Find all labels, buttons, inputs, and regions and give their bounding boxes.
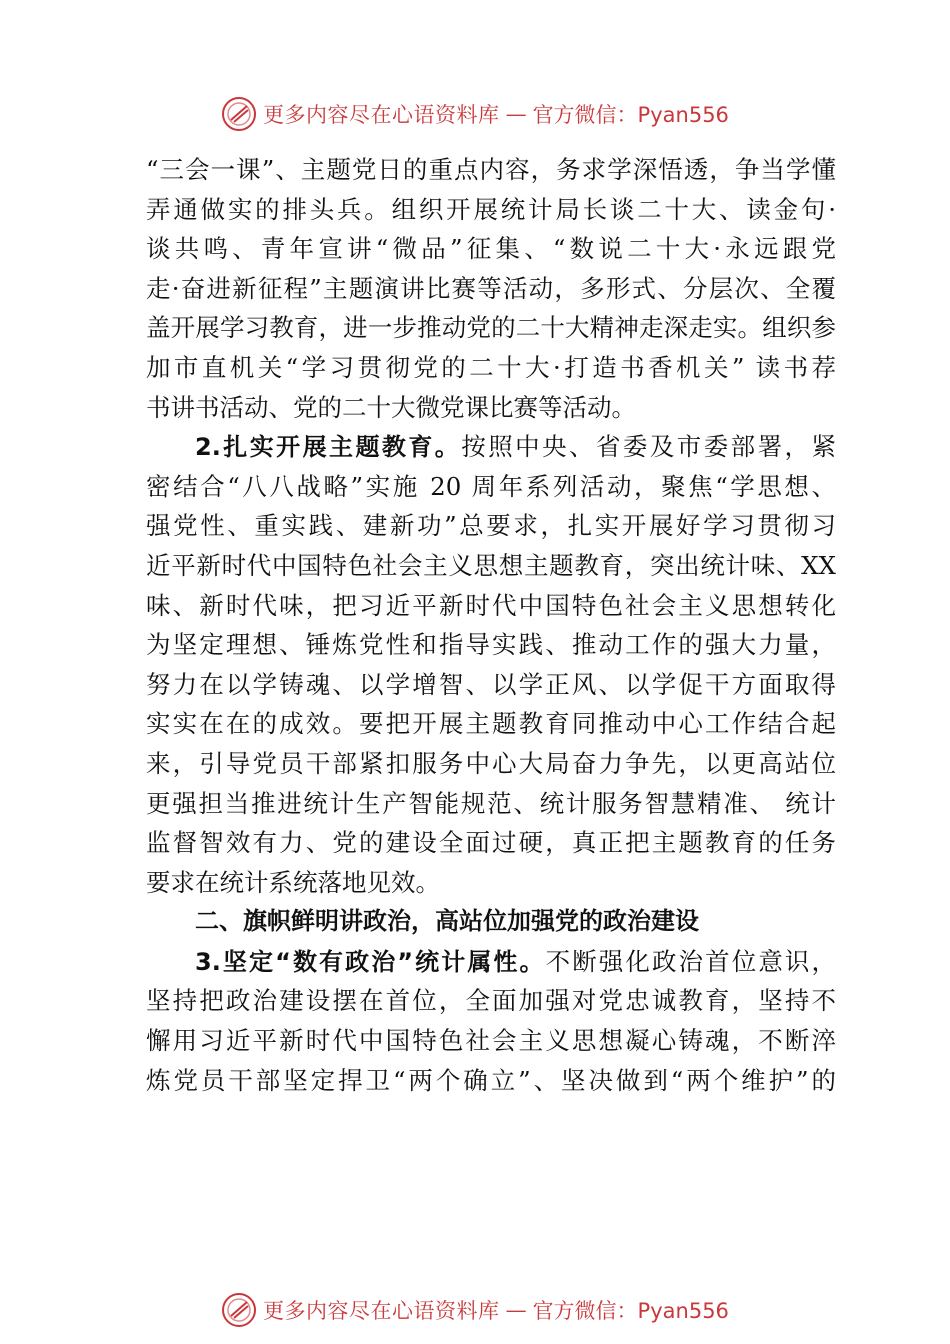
text-line [146,942,836,982]
text-line: 弄通做实的排头兵。组织开展统计局长谈二十大、读金句· [146,194,836,224]
text-line: 密结合“八八战略”实施 20 周年系列活动，聚焦“学思想、 [146,471,836,501]
seal-logo-icon [221,1292,257,1328]
text-line: 谈共鸣、青年宣讲“微品”征集、“数说二十大·永远跟党 [146,234,836,264]
watermark-main-text: 更多内容尽在心语资料库 [263,1299,500,1323]
item-title: 2.扎实开展主题教育。 [195,433,462,462]
text-run: 按照中央、省委及市委部署，紧 [461,432,836,462]
item-title: 3.坚定“数有政治”统计属性。 [195,947,546,976]
text-line: 盖开展学习教育，进一步推动党的二十大精神走深走实。组织参 [146,313,836,343]
text-line: 要求在统计系统落地见效。 [146,867,440,897]
seal-logo-icon [221,96,257,132]
text-line: 懈用习近平新时代中国特色社会主义思想凝心铸魂，不断淬 [146,1026,836,1056]
header-watermark [0,94,950,134]
text-line: 书讲书活动、党的二十大微党课比赛等活动。 [146,392,636,422]
footer-watermark [0,1290,950,1330]
text-line: “三会一课”、主题党日的重点内容，务求学深悟透，争当学懂 [146,155,836,184]
watermark-sub-text: 官方微信：Pyan556 [532,103,729,127]
watermark-main-text: 更多内容尽在心语资料库 [263,103,500,127]
text-line: 为坚定理想、锤炼党性和指导实践、推动工作的强大力量， [146,630,836,660]
section-heading: 二、旗帜鲜明讲政治，高站位加强党的政治建设 [195,907,699,936]
document-body [146,150,836,1100]
text-line: 强党性、重实践、建新功”总要求，扎实开展好学习贯彻习 [146,511,836,541]
text-line: 近平新时代中国特色社会主义思想主题教育，突出统计味、XX [146,550,836,580]
paragraph-1 [146,150,836,427]
watermark-separator: — [505,102,527,126]
text-line: 炼党员干部坚定捍卫“两个确立”、坚决做到“两个维护”的 [146,1065,836,1095]
text-line: 监督智效有力、党的建设全面过硬，真正把主题教育的任务 [146,828,836,858]
paragraph-3 [146,942,836,1100]
text-line [146,427,836,467]
text-line: 味、新时代味，把习近平新时代中国特色社会主义思想转化 [146,590,836,620]
text-line: 努力在以学铸魂、以学增智、以学正风、以学促干方面取得 [146,669,836,699]
text-line: 实实在在的成效。要把开展主题教育同推动中心工作结合起 [146,709,836,739]
text-line: 来，引导党员干部紧扣服务中心大局奋力争先，以更高站位 [146,748,836,778]
text-line: 坚持把政治建设摆在首位，全面加强对党忠诚教育，坚持不 [146,986,836,1016]
text-run: 不断强化政治首位意识， [545,946,836,976]
text-line: 加市直机关“学习贯彻党的二十大·打造书香机关” 读书荐 [146,352,836,382]
text-line: 走·奋进新征程”主题演讲比赛等活动，多形式、分层次、全覆 [146,273,836,303]
watermark-separator: — [505,1298,527,1322]
paragraph-2 [146,427,836,902]
text-line: 更强担当推进统计生产智能规范、统计服务智慧精准、 统计 [146,788,836,818]
watermark-sub-text: 官方微信：Pyan556 [532,1299,729,1323]
